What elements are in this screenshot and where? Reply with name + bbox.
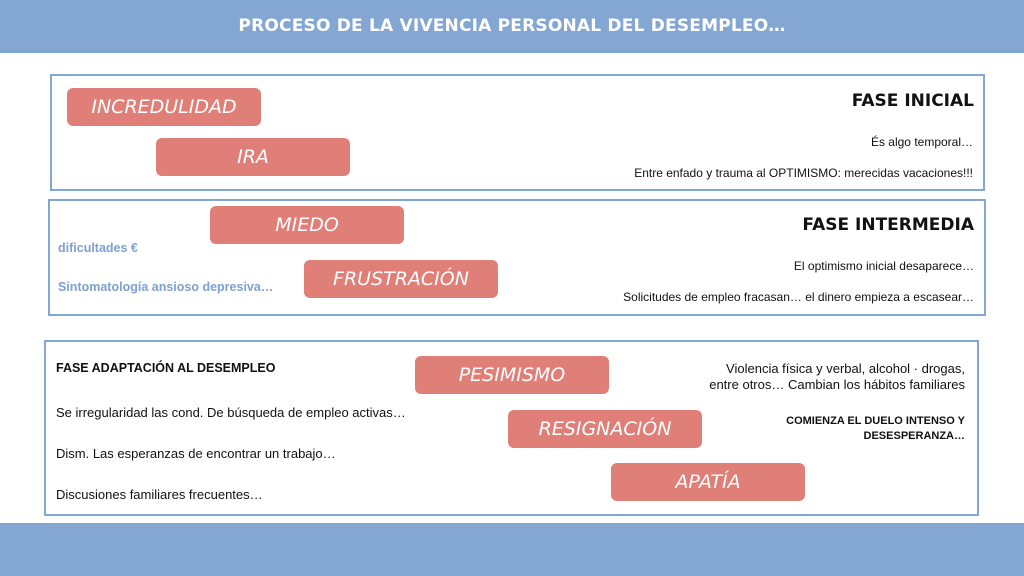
- phase-intermediate-left-1: dificultades €: [58, 241, 138, 255]
- header-band: [0, 0, 1024, 53]
- phase-adaptation-left-2: Dism. Las esperanzas de encontrar un trabajo…: [56, 446, 336, 461]
- phase-initial-box: [50, 74, 985, 191]
- phase-adaptation-left-3: Discusiones familiares frecuentes…: [56, 487, 263, 502]
- pill-frustracion: FRUSTRACIÓN: [304, 260, 498, 298]
- phase-initial-note-2: Entre enfado y trauma al OPTIMISMO: merecidas vacaciones!!!: [634, 166, 973, 180]
- phase-initial-title: FASE INICIAL: [851, 91, 974, 111]
- phase-intermediate-title: FASE INTERMEDIA: [802, 215, 974, 235]
- phase-intermediate-note-1: El optimismo inicial desaparece…: [793, 259, 974, 273]
- phase-intermediate-left-2: Sintomatología ansioso depresiva…: [58, 280, 274, 294]
- phase-adaptation-right-2a: COMIENZA EL DUELO INTENSO Y: [786, 415, 965, 427]
- pill-resignacion: RESIGNACIÓN: [508, 410, 702, 448]
- phase-adaptation-right-2b: DESESPERANZA…: [863, 430, 965, 442]
- phase-adaptation-right-1a: Violencia física y verbal, alcohol · drogas,: [726, 361, 965, 376]
- footer-band: [0, 523, 1024, 576]
- phase-intermediate-box: [48, 199, 986, 316]
- phase-adaptation-title: FASE ADAPTACIÓN AL DESEMPLEO: [56, 361, 276, 375]
- pill-incredulidad: INCREDULIDAD: [67, 88, 261, 126]
- phase-intermediate-note-2: Solicitudes de empleo fracasan… el dinero empieza a escasear…: [623, 290, 974, 304]
- phase-adaptation-box: [44, 340, 979, 516]
- pill-apatia: APATÍA: [611, 463, 805, 501]
- phase-adaptation-left-1: Se irregularidad las cond. De búsqueda de empleo activas…: [56, 405, 406, 420]
- pill-pesimismo: PESIMISMO: [415, 356, 609, 394]
- pill-ira: IRA: [156, 138, 350, 176]
- phase-initial-note-1: És algo temporal…: [870, 135, 973, 149]
- page-title: PROCESO DE LA VIVENCIA PERSONAL DEL DESEMPLEO…: [238, 16, 786, 36]
- phase-adaptation-right-1b: entre otros… Cambian los hábitos familiares: [709, 377, 965, 392]
- pill-miedo: MIEDO: [210, 206, 404, 244]
